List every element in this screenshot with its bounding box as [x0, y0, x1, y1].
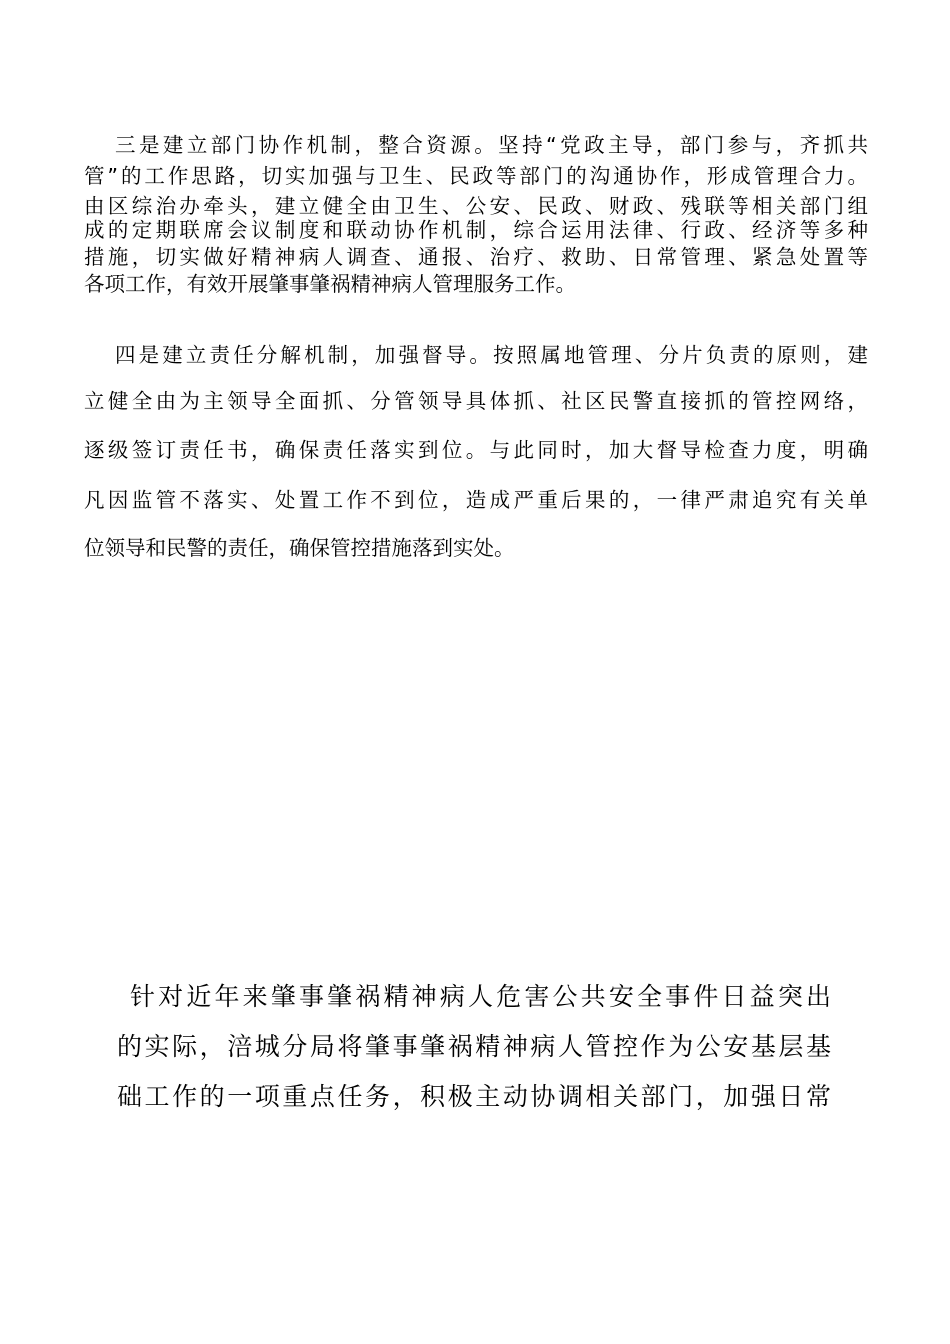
paragraph-line: 针对近年来肇事肇祸精神病人危害公共安全事件日益突出: [130, 982, 831, 1011]
paragraph-line: 的实际，涪城分局将肇事肇祸精神病人管控作为公安基层基: [117, 1032, 831, 1061]
paragraph-line: 四是建立责任分解机制，加强督导。按照属地管理、分片负责的原则，建: [115, 343, 868, 367]
paragraph-line: 立健全由为主领导全面抓、分管领导具体抓、社区民警直接抓的管控网络，: [84, 389, 868, 413]
paragraph-line: 由区综治办牵头，建立健全由卫生、公安、民政、财政、残联等相关部门组: [84, 194, 868, 218]
paragraph-line: 础工作的一项重点任务，积极主动协调相关部门，加强日常: [117, 1082, 831, 1111]
paragraph-line: 逐级签订责任书，确保责任落实到位。与此同时，加大督导检查力度，明确: [84, 438, 868, 462]
paragraph-line: 成的定期联席会议制度和联动协作机制，综合运用法律、行政、经济等多种: [84, 218, 868, 242]
paragraph-line: 措施，切实做好精神病人调查、通报、治疗、救助、日常管理、紧急处置等: [84, 245, 868, 269]
paragraph-line: 三是建立部门协作机制，整合资源。坚持“党政主导，部门参与，齐抓共: [115, 133, 868, 157]
paragraph-line: 管”的工作思路，切实加强与卫生、民政等部门的沟通协作，形成管理合力。: [84, 164, 868, 188]
paragraph-line: 凡因监管不落实、处置工作不到位，造成严重后果的，一律严肃追究有关单: [84, 488, 868, 512]
paragraph-line: 各项工作，有效开展肇事肇祸精神病人管理服务工作。: [84, 272, 576, 296]
paragraph-line: 位领导和民警的责任，确保管控措施落到实处。: [84, 536, 515, 560]
